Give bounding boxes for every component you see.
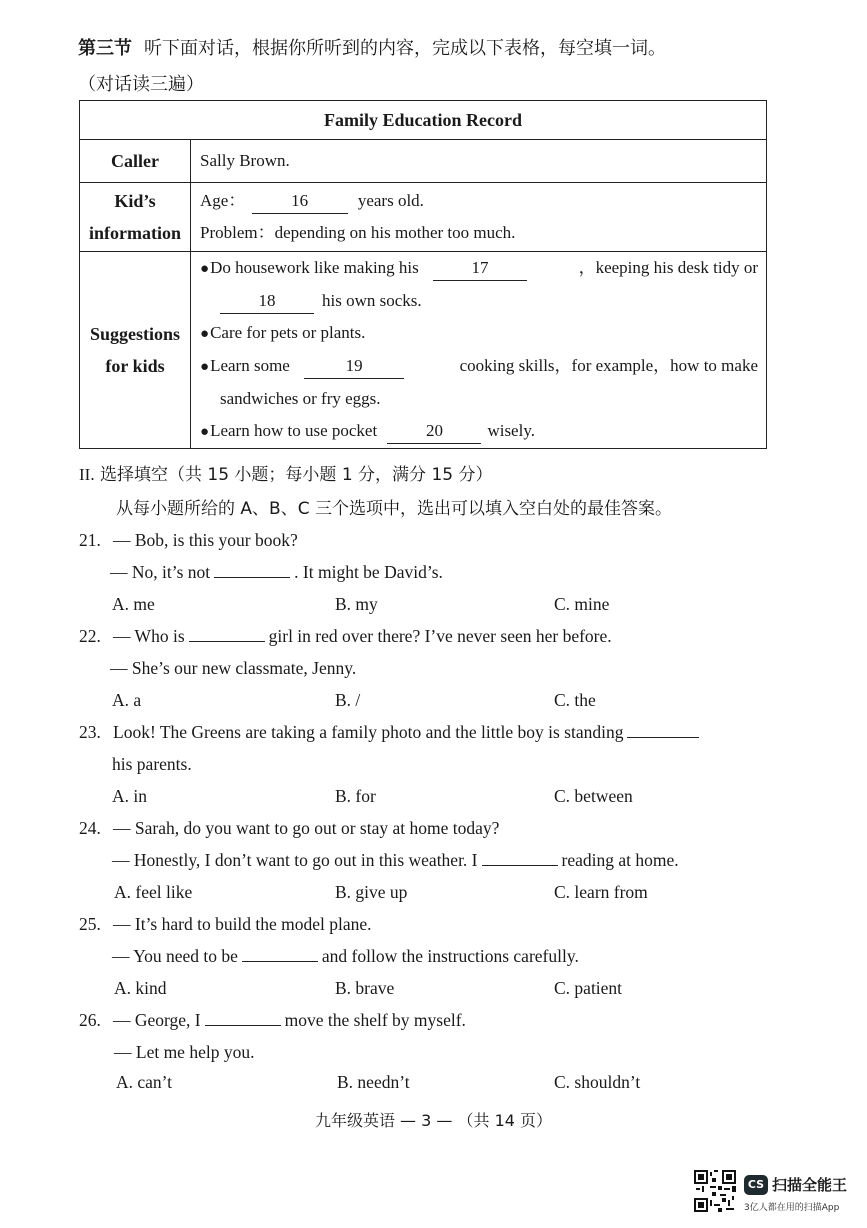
question-number: 24.: [79, 818, 101, 838]
question-text: — Honestly, I don’t want to go out in this weather. I: [112, 850, 478, 870]
caller-value: Sally Brown.: [191, 140, 767, 183]
part2-roman: II.: [79, 465, 95, 484]
suggestion-1-text: Do housework like making his: [210, 258, 419, 277]
bullet-icon: ●: [200, 424, 210, 440]
answer-blank: [205, 1011, 281, 1026]
blank-20: 20: [387, 419, 481, 444]
section-instruction: 听下面对话，根据你所听到的内容，完成以下表格，每空填一词。: [144, 38, 666, 59]
kid-info-content: [191, 183, 767, 252]
option-b: B. give up: [335, 882, 408, 902]
kid-info-label-line1: Kid’s: [114, 191, 156, 211]
suggestion-3: [200, 350, 758, 383]
option-c: C. learn from: [554, 882, 648, 902]
option-c: C. between: [554, 786, 633, 806]
age-suffix: years old.: [357, 191, 424, 210]
option-b: B. brave: [335, 978, 395, 998]
suggestions-label-line1: Suggestions: [89, 324, 181, 344]
question-text: move the shelf by myself.: [284, 1010, 466, 1030]
age-prefix: Age：: [200, 191, 246, 210]
blank-16: 16: [252, 189, 348, 214]
question-23-line1: [79, 722, 703, 743]
answer-blank: [627, 723, 699, 738]
suggestion-1-cont: ，keeping his desk tidy or: [578, 258, 758, 277]
question-text: reading at home.: [561, 850, 679, 870]
suggestions-content: [191, 252, 767, 449]
page-footer: 九年级英语 — 3 — （共 14 页）: [314, 1111, 553, 1130]
problem-line: Problem：depending on his mother too much.: [200, 223, 516, 242]
question-text: Look! The Greens are taking a family photo and the little boy is standing: [113, 722, 624, 742]
blank-17: 17: [433, 256, 527, 281]
blank-18: 18: [220, 289, 314, 314]
suggestion-3-cont: cooking skills，for example，how to make: [459, 356, 758, 375]
blank-19: 19: [304, 354, 404, 379]
question-25-line1: [79, 914, 372, 935]
question-24-line2: [112, 850, 679, 871]
table-title: Family Education Record: [80, 101, 767, 140]
suggestion-1-end: his own socks.: [322, 291, 422, 310]
option-b: B. needn’t: [337, 1072, 410, 1092]
option-c: C. mine: [554, 594, 610, 614]
question-number: 22.: [79, 626, 101, 646]
suggestions-label-line2: for kids: [105, 356, 165, 376]
question-25-line2: [112, 946, 579, 967]
suggestion-4: [200, 415, 758, 448]
suggestion-2-text: Care for pets or plants.: [210, 323, 366, 342]
camscanner-logo: CS: [744, 1175, 768, 1195]
question-text: — George, I: [113, 1010, 201, 1030]
question-text: . It might be David’s.: [294, 562, 443, 582]
kid-info-label-line2: information: [89, 223, 181, 243]
option-a: A. can’t: [116, 1072, 173, 1092]
suggestion-4-end: wisely.: [487, 421, 535, 440]
answer-blank: [242, 947, 318, 962]
watermark-app-name: 扫描全能王: [772, 1176, 848, 1194]
family-education-record-table: [79, 100, 767, 449]
option-c: C. shouldn’t: [554, 1072, 641, 1092]
question-21-line2: [110, 562, 443, 583]
caller-label: Caller: [80, 140, 191, 183]
suggestion-1-line2: [200, 285, 758, 317]
answer-blank: [214, 563, 290, 578]
option-b: B. my: [335, 594, 378, 614]
watermark-slogan: 3亿人都在用的扫描App: [744, 1203, 840, 1213]
question-text: girl in red over there? I’ve never seen her before.: [268, 626, 612, 646]
question-text: — You need to be: [112, 946, 238, 966]
suggestion-3-line2: sandwiches or fry eggs.: [220, 389, 381, 408]
qr-code-icon: [694, 1170, 736, 1212]
answer-blank: [189, 627, 265, 642]
bullet-icon: ●: [200, 359, 210, 375]
bullet-icon: ●: [200, 326, 210, 342]
section-heading: [78, 34, 666, 60]
question-22-line2: — She’s our new classmate, Jenny.: [110, 658, 357, 678]
question-text: — Who is: [113, 626, 185, 646]
suggestion-1: [200, 252, 758, 285]
option-a: A. feel like: [114, 882, 193, 902]
question-22-line1: [79, 626, 612, 647]
suggestion-2: [200, 317, 758, 350]
part2-instruction: 从每小题所给的 A、B、C 三个选项中，选出可以填入空白处的最佳答案。: [116, 499, 672, 519]
question-number: 26.: [79, 1010, 101, 1030]
option-a: A. me: [112, 594, 155, 614]
question-text: — Sarah, do you want to go out or stay at home today?: [113, 818, 500, 838]
option-a: A. a: [112, 690, 142, 710]
answer-blank: [482, 851, 558, 866]
bullet-icon: ●: [200, 261, 210, 277]
question-number: 23.: [79, 722, 101, 742]
age-line: [200, 185, 758, 217]
question-26-line2: — Let me help you.: [114, 1042, 255, 1062]
question-26-line1: [79, 1010, 466, 1031]
option-c: C. the: [554, 690, 596, 710]
suggestion-3-text: Learn some: [210, 356, 290, 375]
suggestion-4-text: Learn how to use pocket: [210, 421, 378, 440]
part2-title: 选择填空（共 15 小题；每小题 1 分，满分 15 分）: [99, 465, 493, 485]
part2-heading: [79, 460, 493, 485]
section-label: 第三节: [78, 38, 132, 59]
option-b: B. /: [335, 690, 361, 710]
question-21-line1: [79, 530, 298, 551]
question-text: and follow the instructions carefully.: [321, 946, 579, 966]
question-23-line2: his parents.: [112, 754, 192, 774]
kid-info-label: [80, 183, 191, 252]
option-a: A. in: [112, 786, 147, 806]
question-text: — It’s hard to build the model plane.: [113, 914, 372, 934]
section-note: （对话读三遍）: [78, 74, 204, 95]
suggestions-label: [80, 252, 191, 449]
question-number: 21.: [79, 530, 101, 550]
question-24-line1: [79, 818, 499, 839]
question-text: — Bob, is this your book?: [113, 530, 298, 550]
question-number: 25.: [79, 914, 101, 934]
question-text: — No, it’s not: [110, 562, 211, 582]
option-a: A. kind: [114, 978, 167, 998]
option-c: C. patient: [554, 978, 623, 998]
option-b: B. for: [335, 786, 376, 806]
